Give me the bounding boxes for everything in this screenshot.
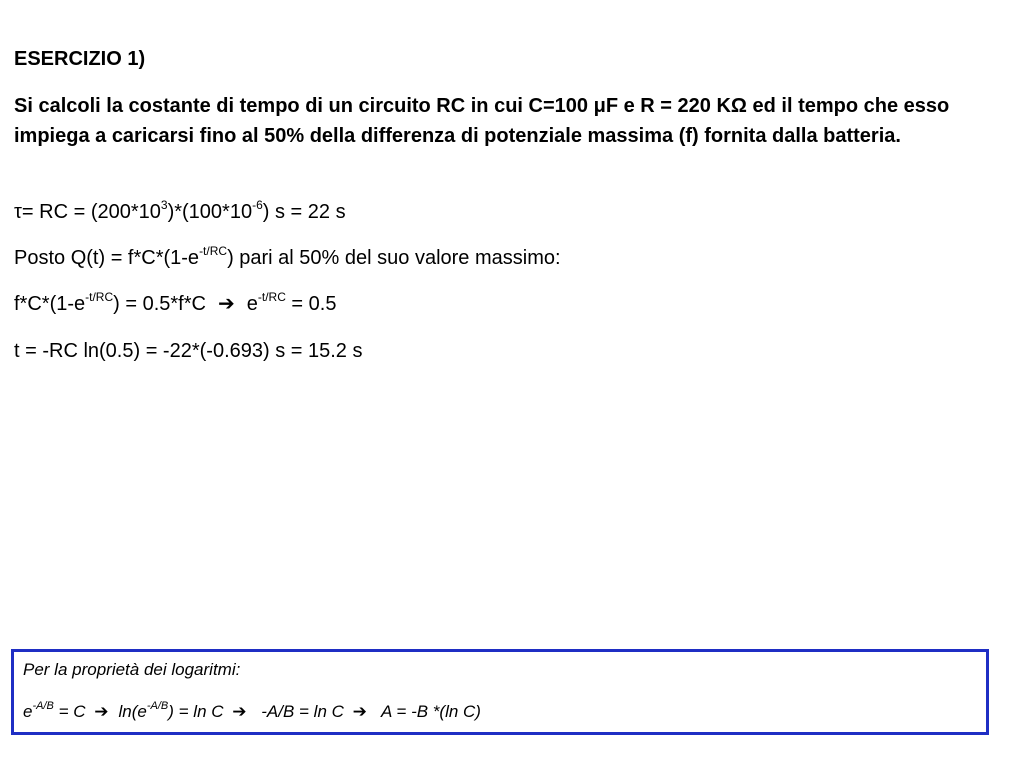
charge-text-1: f*C*(1-e bbox=[14, 293, 86, 315]
note-text-1: e bbox=[23, 702, 33, 721]
charge-exponent-2: -t/RC bbox=[257, 290, 286, 304]
note-text-6: A = -B *(ln C) bbox=[376, 702, 481, 721]
exercise-title: ESERCIZIO 1) bbox=[14, 48, 146, 70]
arrow-right-icon: ➔ bbox=[232, 702, 247, 721]
logarithm-note-box bbox=[11, 649, 989, 735]
arrow-right-icon: ➔ bbox=[94, 702, 109, 721]
posto-text-1: Posto Q(t) = f*C*(1-e bbox=[14, 247, 200, 269]
problem-statement bbox=[14, 91, 1004, 151]
note-exponent-2: -A/B bbox=[146, 700, 169, 712]
arrow-right-icon: ➔ bbox=[352, 702, 367, 721]
tau-symbol: τ bbox=[14, 201, 22, 223]
tau-text-1: = RC = (200*10 bbox=[21, 201, 161, 223]
posto-text-2: ) pari al 50% del suo valore massimo: bbox=[227, 247, 561, 269]
note-text-5: -A/B = ln C bbox=[256, 702, 349, 721]
omega-symbol: Ω bbox=[730, 95, 747, 117]
problem-text-part1: Si calcoli la costante di tempo di un circuito RC in cui C=100 bbox=[14, 95, 594, 117]
micro-symbol: μ bbox=[593, 95, 606, 117]
arrow-right-icon: ➔ bbox=[217, 293, 235, 315]
problem-text-part2: F e R = 220 K bbox=[605, 95, 731, 117]
charge-text-3: e bbox=[246, 293, 258, 315]
tau-text-2: )*(100*10 bbox=[167, 201, 253, 223]
time-equation: t = -RC ln(0.5) = -22*(-0.693) s = 15.2 s bbox=[14, 340, 363, 362]
charge-equation bbox=[14, 290, 336, 318]
note-exponent-1: -A/B bbox=[32, 700, 54, 712]
posto-exponent: -t/RC bbox=[199, 244, 228, 258]
charge-text-4: = 0.5 bbox=[285, 293, 337, 315]
note-text-4: ) = ln C bbox=[168, 702, 229, 721]
note-formula bbox=[23, 700, 481, 724]
charge-definition-line bbox=[14, 244, 561, 272]
charge-text-2: ) = 0.5*f*C bbox=[113, 293, 206, 315]
charge-exponent-1: -t/RC bbox=[85, 290, 114, 304]
problem-text-part3: ed il tempo che esso impiega a caricarsi fino al 50% della differenza di potenziale massima (f) fornita dalla batteria. bbox=[14, 95, 950, 147]
note-title: Per la proprietà dei logaritmi: bbox=[23, 660, 241, 679]
tau-equation bbox=[14, 198, 346, 226]
note-text-3: ln(e bbox=[118, 702, 147, 721]
note-text-2: = C bbox=[53, 702, 91, 721]
tau-exponent-1: 3 bbox=[160, 198, 168, 212]
tau-text-3: ) s = 22 s bbox=[262, 201, 346, 223]
tau-exponent-2: -6 bbox=[252, 198, 263, 212]
